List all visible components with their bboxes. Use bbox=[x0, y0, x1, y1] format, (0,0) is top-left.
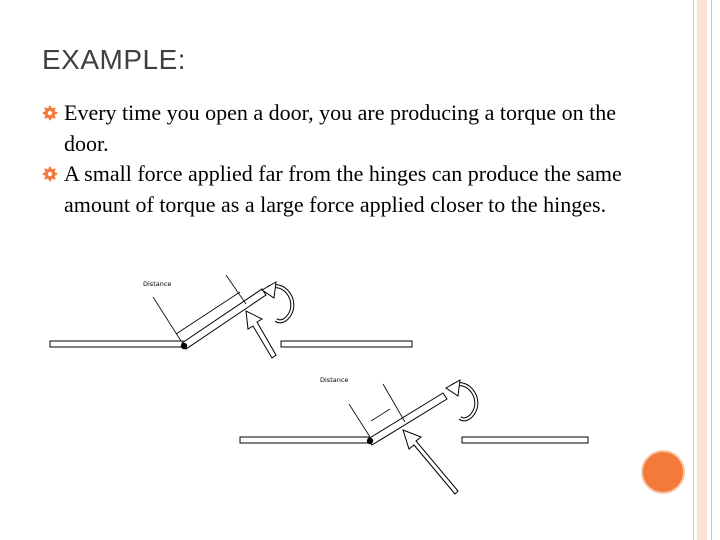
door-diagram-near-force bbox=[240, 376, 588, 494]
force-arrow bbox=[403, 430, 458, 494]
slide-title: EXAMPLE: bbox=[42, 44, 187, 75]
distance-tick bbox=[349, 404, 370, 437]
wall bbox=[281, 341, 412, 347]
rotation-arrow bbox=[446, 380, 460, 396]
distance-label: Distance bbox=[143, 280, 172, 288]
force-arrow bbox=[246, 311, 276, 358]
hinge bbox=[181, 343, 187, 349]
bullet-text: Every time you open a door, you are producing a torque on the door. bbox=[64, 100, 617, 156]
distance-tick bbox=[383, 384, 405, 422]
door-diagram-far-force bbox=[50, 275, 412, 358]
wall bbox=[462, 437, 588, 443]
bullet-text: A small force applied far from the hinges can produce the same amount of torque as a large force applied closer to the hinges. bbox=[64, 161, 622, 217]
distance-tick bbox=[153, 297, 181, 341]
distance-label: Distance bbox=[320, 376, 349, 384]
wall bbox=[240, 437, 369, 443]
hinge bbox=[367, 438, 373, 444]
wall bbox=[50, 341, 183, 347]
distance-line bbox=[371, 409, 390, 421]
